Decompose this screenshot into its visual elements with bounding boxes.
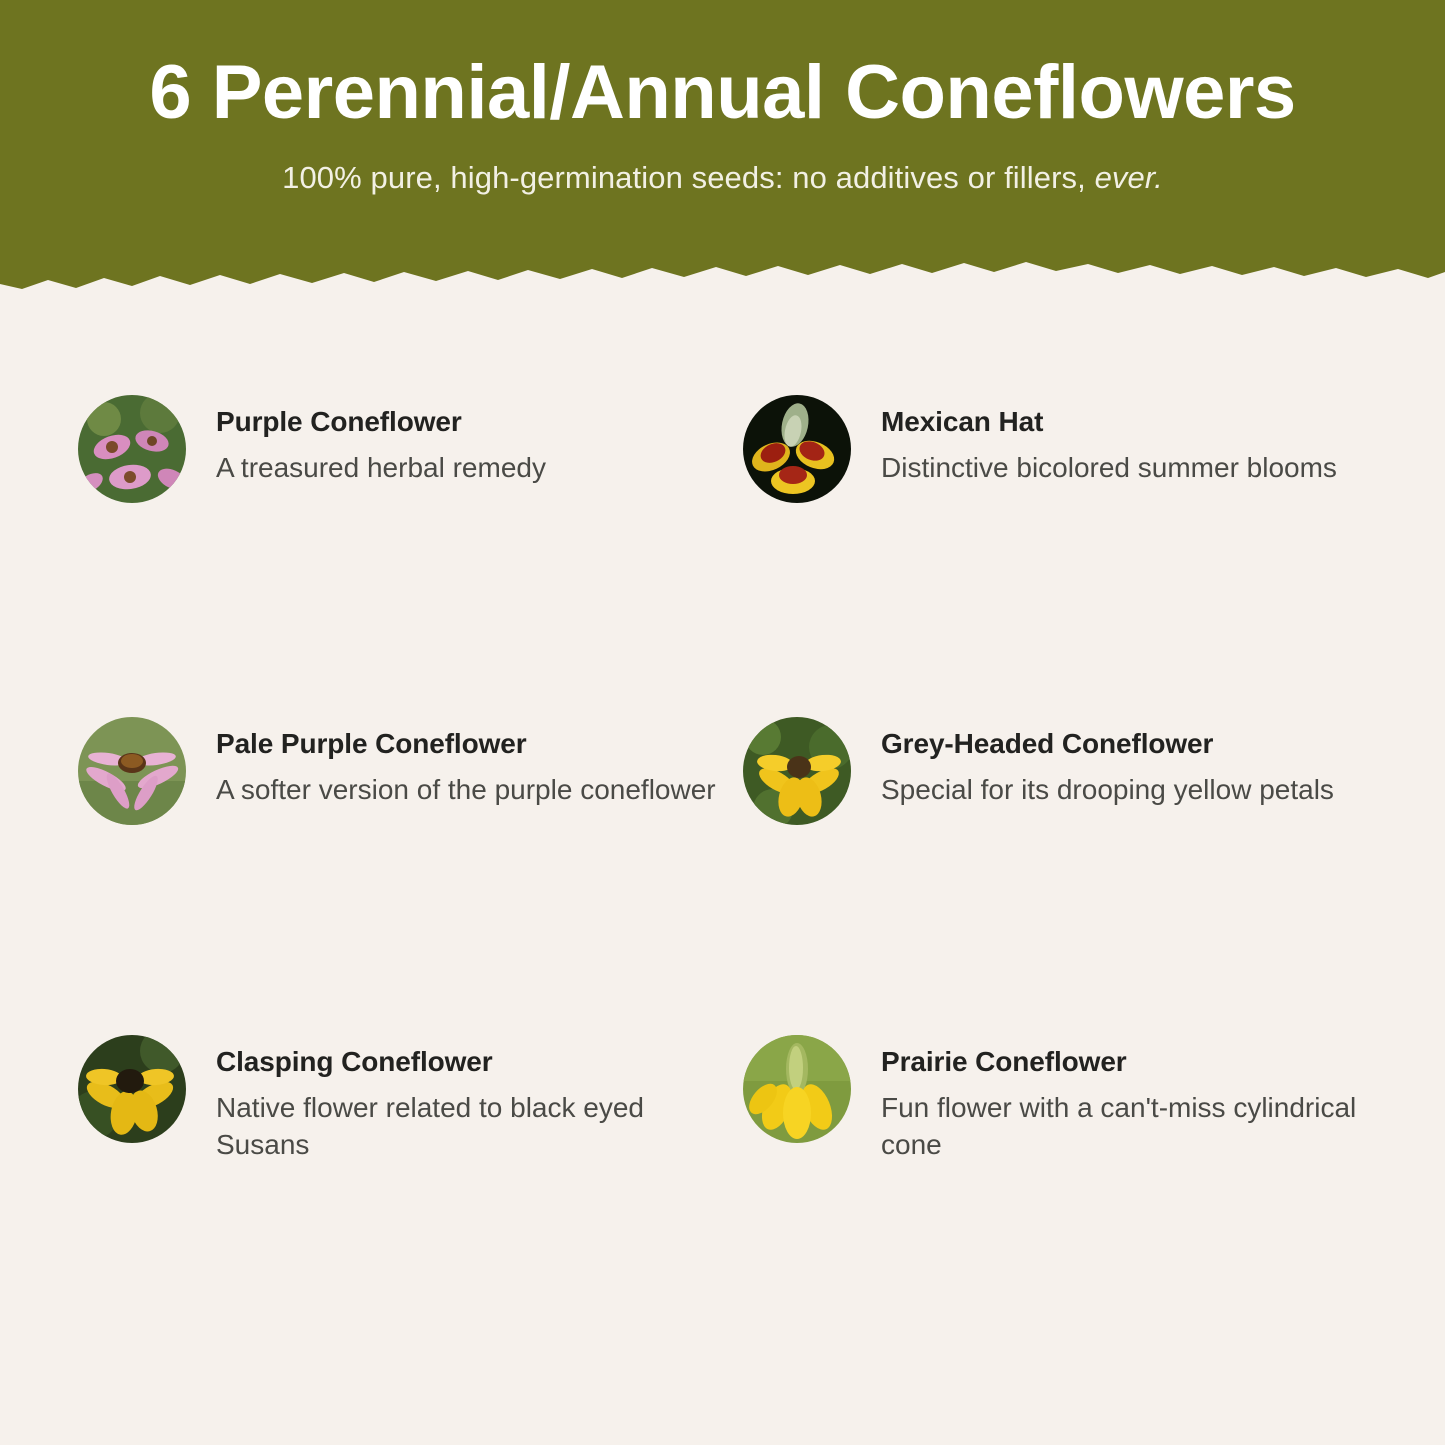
prairie-coneflower-photo (743, 1035, 851, 1143)
item-text (881, 717, 1334, 809)
subtitle-emphasis: ever. (1094, 160, 1163, 196)
torn-paper-edge (0, 262, 1445, 300)
item-text (216, 1035, 716, 1164)
purple-coneflower-image (78, 395, 186, 503)
mexican-hat-photo (743, 395, 851, 503)
header-content (0, 0, 1445, 196)
item-title: Pale Purple Coneflower (216, 728, 527, 759)
list-item (78, 395, 743, 715)
grey-headed-coneflower-photo (743, 717, 851, 825)
page-subtitle (0, 160, 1445, 196)
list-item (743, 715, 1408, 1035)
grey-headed-coneflower-image (743, 717, 851, 825)
item-title: Prairie Coneflower (881, 1046, 1127, 1077)
list-item (78, 715, 743, 1035)
page-title: 6 Perennial/Annual Coneflowers (149, 50, 1296, 135)
item-title: Grey-Headed Coneflower (881, 728, 1214, 759)
header-banner (0, 0, 1445, 300)
item-title: Purple Coneflower (216, 406, 462, 437)
clasping-coneflower-image (78, 1035, 186, 1143)
item-title: Clasping Coneflower (216, 1046, 493, 1077)
purple-coneflower-photo (78, 395, 186, 503)
flower-list (0, 395, 1445, 1355)
item-text (881, 395, 1337, 487)
list-item (78, 1035, 743, 1355)
list-item (743, 395, 1408, 715)
item-text (216, 717, 716, 809)
mexican-hat-image (743, 395, 851, 503)
item-description: Distinctive bicolored summer blooms (881, 451, 1337, 483)
item-description: Fun flower with a can't-miss cylindrical cone (881, 1091, 1357, 1160)
item-title: Mexican Hat (881, 406, 1044, 437)
pale-purple-coneflower-image (78, 717, 186, 825)
item-description: Native flower related to black eyed Susans (216, 1091, 644, 1160)
item-text (216, 395, 546, 487)
pale-purple-coneflower-photo (78, 717, 186, 825)
list-item (743, 1035, 1408, 1355)
subtitle-text: 100% pure, high-germination seeds: no additives or fillers, (282, 160, 1095, 196)
item-description: Special for its drooping yellow petals (881, 773, 1334, 805)
item-description: A softer version of the purple coneflower (216, 773, 716, 805)
prairie-coneflower-image (743, 1035, 851, 1143)
item-description: A treasured herbal remedy (216, 451, 546, 483)
clasping-coneflower-photo (78, 1035, 186, 1143)
item-text (881, 1035, 1381, 1164)
